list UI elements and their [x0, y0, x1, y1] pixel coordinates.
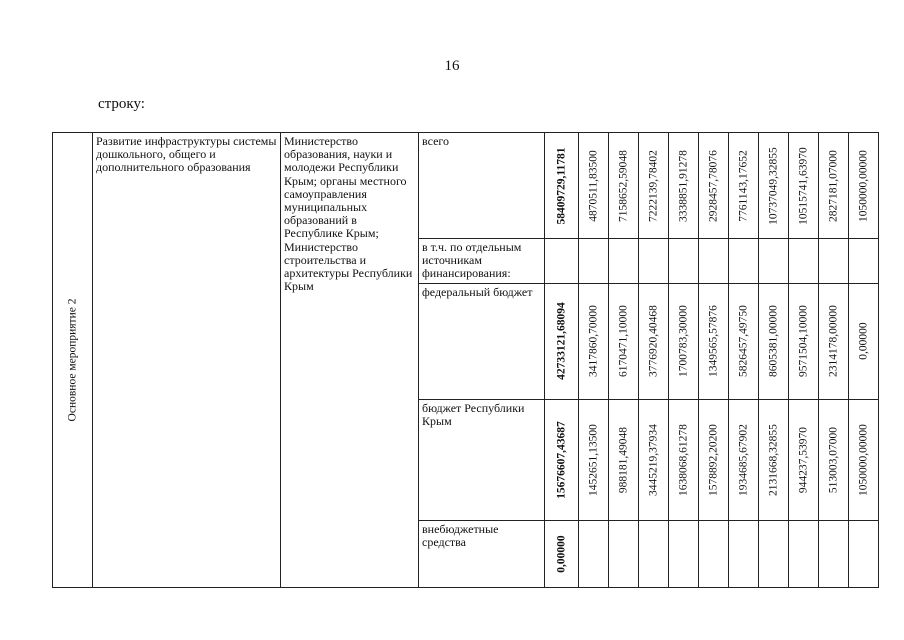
- value-text: 7222139,78402: [647, 149, 660, 222]
- value-text: 10737049,32855: [767, 146, 780, 225]
- funding-source-cell: внебюджетные средства: [419, 520, 545, 587]
- value-text: 1934685,67902: [737, 423, 750, 496]
- year-value-cell: [639, 399, 669, 520]
- table-row: [53, 133, 879, 239]
- total-value-cell: [545, 283, 579, 399]
- value-text: 15676607,43687: [555, 420, 568, 499]
- total-value-cell: [545, 133, 579, 239]
- value-text: 6170471,10000: [617, 305, 630, 377]
- value-text: 1700783,30000: [677, 305, 690, 377]
- year-value-cell: [639, 520, 669, 587]
- year-value-cell: [639, 283, 669, 399]
- year-value-cell: [669, 520, 699, 587]
- intro-text: строку:: [98, 96, 145, 112]
- year-value-cell: [729, 239, 759, 284]
- value-text: 3445219,37934: [647, 423, 660, 496]
- year-value-cell: [819, 520, 849, 587]
- year-value-cell: [579, 133, 609, 239]
- total-value-cell: [545, 520, 579, 587]
- year-value-cell: [729, 133, 759, 239]
- value-text: 1050000,00000: [857, 149, 870, 222]
- year-value-cell: [639, 133, 669, 239]
- year-value-cell: [669, 239, 699, 284]
- value-text: 2314178,00000: [827, 305, 840, 377]
- funding-source-cell: бюджет Республики Крым: [419, 399, 545, 520]
- year-value-cell: [849, 133, 879, 239]
- year-value-cell: [789, 283, 819, 399]
- total-value-cell: [545, 399, 579, 520]
- year-value-cell: [819, 133, 849, 239]
- year-value-cell: [819, 239, 849, 284]
- year-value-cell: [759, 520, 789, 587]
- funding-source-cell: в т.ч. по отдельным источникам финансирования:: [419, 239, 545, 284]
- value-text: 7158652,59048: [617, 149, 630, 222]
- value-text: 988181,49048: [617, 426, 630, 493]
- year-value-cell: [609, 520, 639, 587]
- year-value-cell: [759, 239, 789, 284]
- value-text: 7761143,17652: [737, 149, 750, 222]
- year-value-cell: [699, 133, 729, 239]
- year-value-cell: [669, 133, 699, 239]
- year-value-cell: [579, 283, 609, 399]
- value-text: 1452651,13500: [587, 423, 600, 496]
- value-text: 8605381,00000: [767, 305, 780, 377]
- year-value-cell: [849, 283, 879, 399]
- year-value-cell: [699, 399, 729, 520]
- year-value-cell: [759, 133, 789, 239]
- year-value-cell: [759, 399, 789, 520]
- total-value-cell: [545, 239, 579, 284]
- year-value-cell: [849, 399, 879, 520]
- year-value-cell: [789, 133, 819, 239]
- row-label: Основное мероприятие 2: [66, 298, 79, 422]
- value-text: 42733121,68094: [555, 302, 568, 380]
- year-value-cell: [849, 520, 879, 587]
- year-value-cell: [699, 520, 729, 587]
- value-text: 3417860,70000: [587, 305, 600, 377]
- value-text: 0,00000: [555, 534, 568, 573]
- value-text: 1578892,20200: [707, 423, 720, 496]
- row-label-cell: [53, 133, 93, 588]
- year-value-cell: [579, 399, 609, 520]
- activity-cell: Развитие инфраструктуры системы дошкольного, общего и дополнительного образования: [93, 133, 281, 588]
- page-number: 16: [444, 58, 460, 74]
- funding-source-cell: всего: [419, 133, 545, 239]
- value-text: 513003,07000: [827, 426, 840, 493]
- year-value-cell: [819, 283, 849, 399]
- year-value-cell: [759, 283, 789, 399]
- year-value-cell: [639, 239, 669, 284]
- year-value-cell: [849, 239, 879, 284]
- value-text: 1349565,57876: [707, 305, 720, 377]
- year-value-cell: [729, 399, 759, 520]
- value-text: 9571504,10000: [797, 305, 810, 377]
- value-text: 1638068,61278: [677, 423, 690, 496]
- value-text: 2131668,32855: [767, 423, 780, 496]
- year-value-cell: [579, 520, 609, 587]
- value-text: 58409729,11781: [555, 147, 568, 224]
- value-text: 0,00000: [857, 322, 870, 360]
- value-text: 1050000,00000: [857, 423, 870, 496]
- value-text: 3338851,91278: [677, 149, 690, 222]
- funding-source-cell: федеральный бюджет: [419, 283, 545, 399]
- value-text: 2928457,78076: [707, 149, 720, 222]
- year-value-cell: [729, 283, 759, 399]
- value-text: 10515741,63970: [797, 146, 810, 225]
- year-value-cell: [609, 399, 639, 520]
- value-text: 2827181,07000: [827, 149, 840, 222]
- year-value-cell: [789, 239, 819, 284]
- year-value-cell: [819, 399, 849, 520]
- executor-cell: Министерство образования, науки и молодежи Республики Крым; органы местного самоуправления муниципальных образований в Республике Крым; Министерство строительства и архитектуры Республики Крым: [281, 133, 419, 588]
- value-text: 4870511,83500: [587, 149, 600, 222]
- year-value-cell: [699, 283, 729, 399]
- budget-table: [52, 132, 879, 588]
- year-value-cell: [669, 283, 699, 399]
- value-text: 3776920,40468: [647, 305, 660, 377]
- year-value-cell: [729, 520, 759, 587]
- year-value-cell: [789, 520, 819, 587]
- year-value-cell: [609, 133, 639, 239]
- value-text: 5826457,49750: [737, 305, 750, 377]
- value-text: 944237,53970: [797, 426, 810, 493]
- year-value-cell: [699, 239, 729, 284]
- year-value-cell: [609, 283, 639, 399]
- year-value-cell: [579, 239, 609, 284]
- year-value-cell: [609, 239, 639, 284]
- year-value-cell: [789, 399, 819, 520]
- year-value-cell: [669, 399, 699, 520]
